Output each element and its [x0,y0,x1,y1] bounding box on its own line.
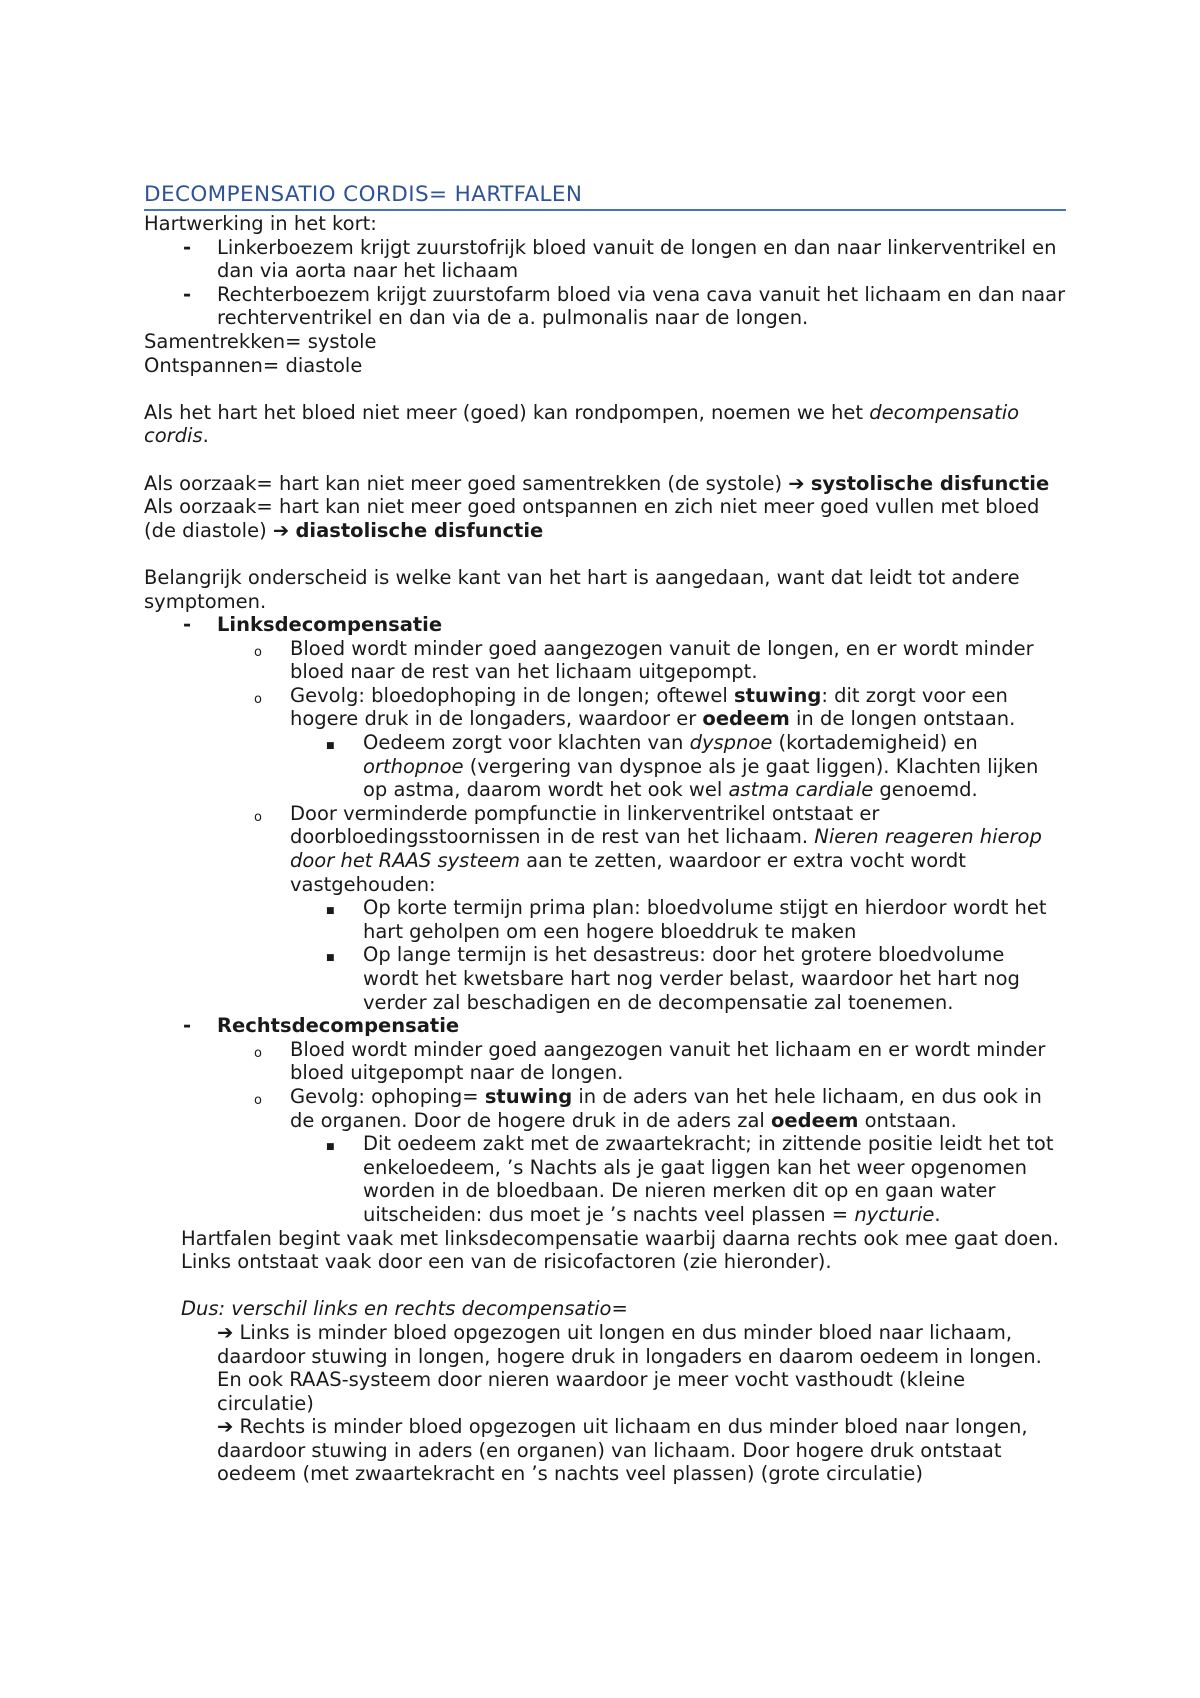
definition-diastole: Ontspannen= diastole [144,353,363,377]
cause-systolic: Als oorzaak= hart kan niet meer goed samentrekken (de systole) ➔ systolische disfunctie [144,471,1050,495]
circle-bullet-icon: o [254,1045,262,1061]
arrow-icon: ➔ [788,471,805,495]
square-bullet-icon: ■ [326,1142,335,1153]
document-page [144,182,1066,1486]
list-item: ■ Oedeem zorgt voor klachten van dyspnoe (kortademigheid) en orthopnoe (vergering van dyspnoe als je gaat liggen). Klachten lijken op astma, daarom wordt het ook wel astma cardiale genoemd. [326,731,1039,802]
definition-systole: Samentrekken= systole [144,329,377,353]
arrow-icon: ➔ [272,518,290,542]
summary-rechts: ➔ Rechts is minder bloed opgezogen uit lichaam en dus minder bloed naar longen, daardoor stuwing in aders (en organen) van lichaam. Door hogere druk ontstaat oedeem (met zwaartekracht en ’s nachts veel plassen) (grote circulatie) [217,1415,1028,1486]
arrow-icon: ➔ [217,1320,234,1344]
list-item: ■ Dit oedeem zakt met de zwaartekracht; in zittende positie leidt het tot enkeloedeem, ’s Nachts als je gaat liggen kan het weer opgenomen worden in de bloedbaan. De nieren merken dit op en gaan water uitscheiden: dus moet je ’s nachts veel plassen = nycturie. [326,1132,1054,1226]
square-bullet-icon: ■ [326,741,335,752]
list-item: - Linkerboezem krijgt zuurstofrijk bloed vanuit de longen en dan naar linkerventrikel en dan via aorta naar het lichaam [183,235,1057,283]
list-item: o Door verminderde pompfunctie in linkerventrikel ontstaat er doorbloedingsstoornissen in de rest van het lichaam. Nieren reageren hierop door het RAAS systeem aan te zetten, waardoor er extra vocht wordt vastgehouden: [254,801,1042,896]
page-title: DECOMPENSATIO CORDIS= HARTFALEN [144,182,1066,211]
dash-marker: - [183,1014,192,1038]
list-item: o Gevolg: bloedophoping in de longen; oftewel stuwing: dit zorgt voor een hogere druk in de longaders, waardoor er oedeem in de longen ontstaan. [254,683,1016,731]
section-heading-links: - Linksdecompensatie [183,613,443,637]
summary-links: ➔ Links is minder bloed opgezogen uit longen en dus minder bloed naar lichaam, daardoor stuwing in longen, hogere druk in longaders en daarom oedeem in longen. En ook RAAS-systeem door nieren waardoor je meer vocht vasthoudt (kleine circulatie) [217,1320,1042,1415]
dash-marker: - [183,613,192,637]
dash-marker: - [183,282,192,306]
decompensatio-definition: Als het hart het bloed niet meer (goed) kan rondpompen, noemen we het decompensatio cordis. [144,400,1020,448]
dash-marker: - [183,235,192,259]
section-heading-rechts: - Rechtsdecompensatie [183,1014,460,1038]
list-item: ■ Op lange termijn is het desastreus: door het grotere bloedvolume wordt het kwetsbare hart nog verder belast, waardoor het hart nog verder zal beschadigen en de decompensatie zal toenemen. [326,943,1020,1014]
circle-bullet-icon: o [254,644,262,660]
circle-bullet-icon: o [254,1092,262,1108]
list-item: ■ Op korte termijn prima plan: bloedvolume stijgt en hierdoor wordt het hart geholpen om een hogere bloeddruk te maken [326,896,1047,943]
summary-heading: Dus: verschil links en rechts decompensatio= [181,1297,628,1321]
square-bullet-icon: ■ [326,953,335,964]
square-bullet-icon: ■ [326,906,335,917]
list-item: o Bloed wordt minder goed aangezogen vanuit de longen, en er wordt minder bloed naar de rest van het lichaam uitgepompt. [254,636,1034,684]
begin-text: Hartfalen begint vaak met linksdecompensatie waarbij daarna rechts ook mee gaat doen. Links ontstaat vaak door een van de risicofactoren (zie hieronder). [181,1226,1059,1274]
circle-bullet-icon: o [254,691,262,707]
list-item: o Bloed wordt minder goed aangezogen vanuit het lichaam en er wordt minder bloed uitgepompt naar de longen. [254,1037,1046,1085]
circle-bullet-icon: o [254,809,262,825]
intro-text: Hartwerking in het kort: [144,212,377,235]
list-item: o Gevolg: ophoping= stuwing in de aders van het hele lichaam, en dus ook in de organen. Door de hogere druk in de aders zal oedeem ontstaan. [254,1084,1042,1132]
onderscheid-text: Belangrijk onderscheid is welke kant van het hart is aangedaan, want dat leidt tot andere symptomen. [144,565,1020,613]
arrow-icon: ➔ [217,1415,234,1439]
cause-diastolic: Als oorzaak= hart kan niet meer goed ontspannen en zich niet meer goed vullen met bloed (de diastole) ➔ diastolische disfunctie [144,495,1040,542]
list-item: - Rechterboezem krijgt zuurstofarm bloed via vena cava vanuit het lichaam en dan naar rechterventrikel en dan via de a. pulmonalis naar de longen. [183,282,1066,330]
